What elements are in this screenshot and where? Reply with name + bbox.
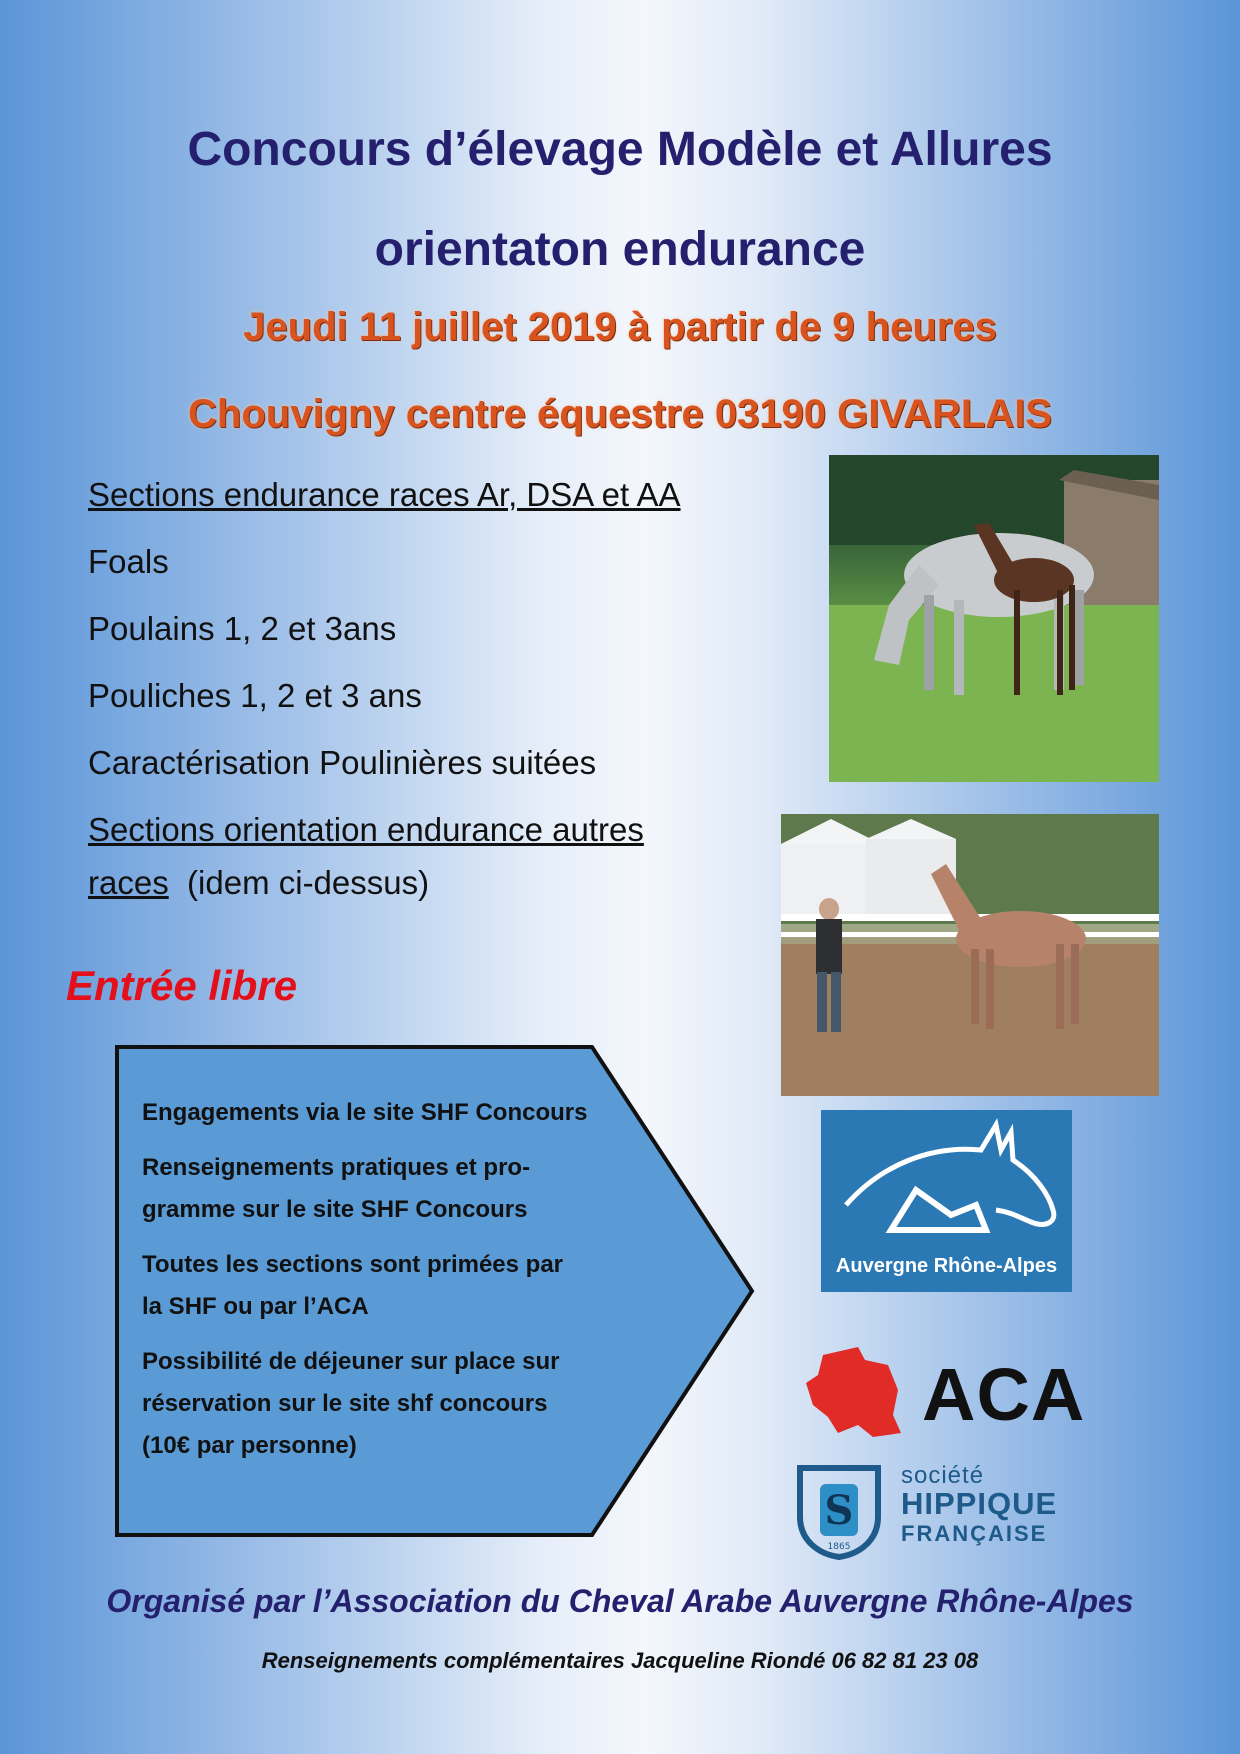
info-dejeuner-a: Possibilité de déjeuner sur place sur [142,1348,560,1375]
aca-logo-text: ACA [922,1353,1086,1436]
shf-logo-line2: HIPPIQUE [901,1486,1058,1521]
svg-text:S: S [824,1487,854,1534]
horse-presentation-photo [781,814,1159,1096]
free-entry-label: Entrée libre [66,962,298,1009]
title-line-1: Concours d’élevage Modèle et Allures [187,123,1053,176]
mare-and-foal-photo [829,455,1159,782]
section-item-pouliches: Pouliches 1, 2 et 3 ans [88,677,422,714]
info-dejeuner-b: réservation sur le site shf concours [142,1390,548,1417]
arab-horse-logo [821,1110,1072,1292]
info-text [142,1092,622,1480]
info-renseignements-a: Renseignements pratiques et pro- [142,1154,531,1181]
shf-logo-line1: société [901,1462,985,1489]
section-item-foals: Foals [88,543,169,580]
other-sections-title-cont [88,864,429,902]
section-item-poulains: Poulains 1, 2 et 3ans [88,610,397,647]
title-line-2: orientaton endurance [374,223,866,276]
event-date: Jeudi 11 juillet 2019 à partir de 9 heures [243,305,997,349]
shf-shield-icon [794,1462,884,1560]
info-dejeuner-c: (10€ par personne) [142,1432,357,1459]
section-item-poulinieres: Caractérisation Poulinières suitées [88,744,597,781]
info-primes-a: Toutes les sections sont primées par [142,1251,564,1278]
other-sections-title: Sections orientation endurance autres [88,811,644,848]
info-engagements: Engagements via le site SHF Concours [142,1099,588,1126]
shf-logo-line3: FRANÇAISE [901,1521,1048,1546]
arab-logo-label: Auvergne Rhône-Alpes [835,1255,1058,1277]
horse-head-icon [821,1110,1072,1250]
info-primes-b: la SHF ou par l’ACA [142,1293,369,1320]
event-location: Chouvigny centre équestre 03190 GIVARLAIS [188,392,1052,436]
other-sections-note: (idem ci-dessus) [187,864,430,901]
organizer-line: Organisé par l’Association du Cheval Arabe Auvergne Rhône-Alpes [106,1583,1134,1619]
other-sections-races: races [88,864,169,901]
info-renseignements-b: gramme sur le site SHF Concours [142,1196,528,1223]
arabian-sections-title: Sections endurance races Ar, DSA et AA [88,476,681,513]
aca-map-icon [803,1345,908,1440]
contact-line: Renseignements complémentaires Jacqueline Riondé 06 82 81 23 08 [261,1648,979,1673]
shf-year: 1865 [827,1542,851,1552]
